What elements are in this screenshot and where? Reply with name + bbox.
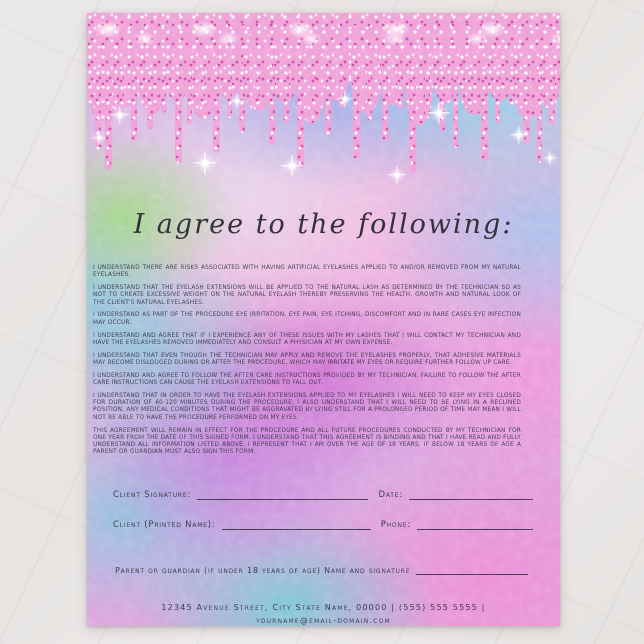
glitter-drip — [283, 69, 289, 123]
consent-form-page — [87, 13, 560, 626]
glitter-drip — [523, 69, 530, 143]
sparkle-glint-icon — [388, 166, 406, 184]
glitter-drip — [453, 69, 458, 148]
parent-guardian-line — [416, 564, 528, 575]
glitter-drip — [495, 69, 500, 123]
glitter-drip — [397, 69, 403, 109]
glitter-drip — [187, 69, 192, 125]
client-printed-name-line — [222, 519, 371, 530]
consent-paragraph: I UNDERSTAND AS PART OF THE PROCEDURE EYE IRRITATION, EYE PAIN, EYE ITCHING, DISCOMFORT AND IN RARE CASES EYE INFECTION MAY OCCUR. — [93, 312, 521, 326]
glitter-drip — [467, 69, 473, 113]
consent-paragraph: THIS AGREEMENT WILL REMAIN IN EFFECT FOR THE PROCEDURE AND ALL FUTURE PROCEDURES CONDUCTED BY MY TECHNICIAN FOR ONE YEAR FROM THE DATE OF THIS SIGNED FORM. I UNDERSTAND THAT THIS AGREEMENT IS BINDING AND THAT I HAVE READ AND FULLY UNDERSTAND ALL INFORMATION LISTED ABOVE. I REPRESENT THAT I AM OVER THE AGE OF 18 YEARS. IF BELOW 18 YEARS OF AGE A PARENT OR GUARDIAN MUST ALSO SIGN THIS FORM. — [93, 427, 521, 456]
glitter-drip — [325, 69, 331, 135]
client-signature-label: Client Signature: — [113, 490, 192, 500]
glitter-drip — [311, 69, 316, 113]
glitter-drip — [339, 69, 344, 108]
consent-paragraph: I UNDERSTAND AND AGREE THAT IF I EXPERIENCE ANY OF THESE ISSUES WITH MY LASHES THAT I WILL CONTACT MY TECHNICIAN AND HAVE THE EYELASHES REMOVED IMMEDIATELY AND CONSULT A PHYSICIAN AT MY OWN EXPENSE. — [93, 332, 521, 346]
glitter-drip — [549, 69, 555, 125]
signature-date-row — [113, 489, 533, 500]
consent-paragraph: I UNDERSTAND AND AGREE TO FOLLOW THE AFTER CARE INSTRUCTIONS PROVIDED BY MY TECHNICIAN. FAILURE TO FOLLOW THE AFTER CARE INSTRUCTIONS CAN CAUSE THE EYELASH EXTENSIONS TO FALL OUT. — [93, 372, 521, 387]
glitter-drip — [227, 69, 232, 118]
glitter-drip — [409, 69, 416, 173]
sparkle-glint-icon — [543, 151, 557, 165]
client-signature-line — [197, 489, 368, 500]
glitter-drip — [255, 69, 260, 109]
phone-line — [417, 519, 533, 530]
parent-guardian-row — [115, 564, 528, 575]
consent-paragraph: I UNDERSTAND THERE ARE RISKS ASSOCIATED WITH HAVING ARTIFICIAL EYELASHES APPLIED TO AND/OR REMOVED FROM MY NATURAL EYELASHES. — [93, 265, 521, 279]
glitter-drip — [161, 69, 166, 113]
phone-label: Phone: — [380, 520, 411, 530]
glitter-drip — [95, 69, 101, 150]
date-line — [409, 489, 533, 500]
glitter-drip — [382, 69, 388, 141]
glitter-drip — [200, 69, 205, 105]
consent-terms-text — [93, 265, 521, 462]
glitter-drip — [131, 69, 137, 141]
consent-paragraph: I UNDERSTAND THAT EVEN THOUGH THE TECHNICIAN MAY APPLY AND REMOVE THE EYELASHES PROPERLY, THAT ADHESIVE MATERIALS MAY BECOME DISLODGED DURING OR AFTER THE PROCEDURE, WHICH MAY IRRITATE MY EYES OR REQUIRE FURTHER FOLLOW UP CARE. — [93, 352, 521, 366]
glitter-drip — [425, 69, 430, 118]
glitter-drip — [269, 69, 275, 145]
footer-email: yourname@email-domain.com — [256, 616, 391, 625]
glitter-drip — [147, 69, 153, 129]
glitter-drip — [439, 69, 445, 131]
glitter-drip — [367, 69, 372, 121]
parent-guardian-label: Parent or guardian (if under 18 years of age) Name and signature — [115, 566, 411, 575]
printed-name-phone-row — [113, 519, 533, 530]
footer-address-phone: 12345 Avenue Street, City State Name, 00000 | (555) 555 5555 | — [161, 603, 486, 612]
glitter-drip — [537, 69, 542, 163]
sparkle-glint-icon — [193, 151, 216, 174]
glitter-drip — [119, 69, 124, 113]
page-title: I agree to the following: — [133, 209, 514, 240]
date-label: Date: — [378, 490, 403, 500]
glitter-drip — [105, 69, 112, 170]
consent-paragraph: I UNDERSTAND THAT IN ORDER TO HAVE THE EYELASH EXTENSIONS APPLIED TO MY EYELASHES I WILL NEED TO KEEP MY EYES CLOSED FOR DURATION OF 60-120 MINUTES DURING THE PROCEDURE. I ALSO UNDERSTAND THAT I WILL NEED TO BE LYING IN A RECLINED POSITION. ANY MEDICAL CONDITIONS THAT MIGHT BE AGGRAVATED BY LYING STILL FOR A PROLONGED PERIOD OF TIME MAY MEAN I WILL NOT BE ABLE TO HAVE THE PROCEDURE PERFORMED ON MY EYES. — [93, 392, 521, 421]
glitter-drip — [353, 69, 360, 159]
client-printed-name-label: Client (Printed Name): — [113, 520, 216, 530]
glitter-drip — [175, 69, 182, 163]
glitter-drip — [239, 69, 245, 133]
glitter-drip — [297, 69, 304, 168]
glitter-drip — [509, 69, 515, 105]
consent-paragraph: I UNDERSTAND THAT THE EYELASH EXTENSIONS WILL BE APPLIED TO THE NATURAL LASH AS DETERMINED BY THE TECHNICIAN SO AS NOT TO CREATE EXCESSIVE WEIGHT ON THE NATURAL EYELASH THEREBY PRESERVING THE HEALTH, GROWTH AND NATURAL LOOK OF THE CLIENT'S NATURAL EYELASHES. — [93, 285, 521, 306]
glitter-drip — [481, 69, 488, 161]
glitter-drip — [213, 69, 220, 153]
